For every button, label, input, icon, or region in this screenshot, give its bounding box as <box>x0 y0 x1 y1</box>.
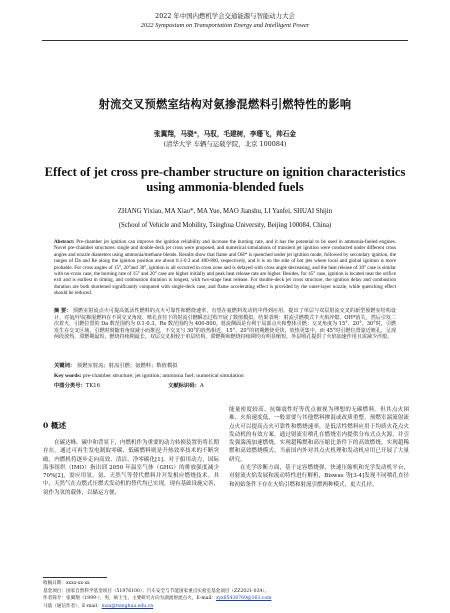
corresponding-email-link[interactable]: max@tsinghua.edu.cn <box>101 603 154 609</box>
affiliation-cn: (清华大学 车辆与运载学院，北京 100084) <box>163 140 287 148</box>
classification-line <box>54 383 396 390</box>
running-head <box>0 12 450 30</box>
section-heading-overview: 0 概述 <box>43 421 67 430</box>
running-head-en: 2022 Symposium on Transportation Energy and Intelligent Power <box>140 22 310 29</box>
footnote-fund: 基金项目：国家自然科学基金项目（51976100）；汽车安全与节能国家重点实验室基金项目（ZZ2021-034）。 <box>43 588 270 594</box>
keywords-cn-label: 关键词： <box>54 363 76 369</box>
body-paragraph: 能量密度较高、抗爆震性好等优点被视为理想的无碳燃料。但其点火困难、火焰速度低，一般需要与其他燃料掺混或改质重整。预燃室湍流射流点火可以提高点火可靠性和燃烧速率，是低活性燃料应用于均质火花点火发动机的有效方案。通过射流室喷孔在燃烧室内提供分布式点火源，并引发强湍流加速燃烧，实现超稀燃和高压缩比条件下的高效燃烧，实现超稀燃和高效燃烧模式。当前国内外对其点火机理和发动机应用已开展了大量研究。 <box>229 407 409 463</box>
body-paragraph: 在光学诊断方面，基于定容燃烧弹、快速压缩机和光学发动机平台，对射流火焰发展和流动特性进行解析，Biswas 等[3-4]发现不同喷孔直径和初始条件下存在火焰引燃和射流引燃两种模式，更大孔径、 <box>229 465 409 488</box>
header-rule <box>42 40 408 41</box>
abstract-en <box>54 239 396 297</box>
clc-label: 中图分类号： <box>54 383 86 389</box>
keywords-en-text: pre-chamber structure; jet ignition; ammonia fuel; numerical simulation <box>82 373 244 379</box>
keywords-en-label: Key words: <box>54 373 82 379</box>
keywords-cn-text: 预燃室射流；射流引燃；氨燃料；数值模拟 <box>76 363 178 369</box>
abstract-cn-text: 预燃室射流点火可提高低活性燃料的点火可靠性和燃烧速率，有望在氨燃料发动机中得到应用。提出了单层与双层射流交叉的新型预燃室结构设计，对氨/甲烷掺混燃料在不同交叉角度、喷孔直径下的射流引燃瞬态过程开展了数值模拟。结果表明：射流引燃模式下火焰淬熄、OH*消失，然后引发二次着火，引燃位置的 Da 数范围约为 0.1-0.3，Re 数范围约为 400-800。射流侧面是有利于局部点火和整体引燃；交叉角度为 15°、20°、30°时，引燃发生在交叉区域，引燃时刻随着角度减小而推迟，不交叉与 30°的放热相近，15°、20°的初期燃烧更快，放热更集中。而 45°时引燃位置靠近喷孔，呈现两段放热，滞燃期最短，燃烧持续期最长。双层交叉相较于单层结构，滞燃期和燃烧持续期均有明显缩短，外层喷孔提供了火焰加速作用且需减少淬熄。 <box>54 308 396 341</box>
doc-code-label: 文献标识码： <box>168 383 200 389</box>
title-cn: 射流交叉预燃室结构对氨掺混燃料引燃特性的影响 <box>98 97 352 111</box>
doc-code-value: A <box>199 383 204 389</box>
body-column-right <box>229 406 409 489</box>
authors-cn: 张翼翔，马骁*，马驭，毛建树，李珊飞，帅石金 <box>154 130 296 138</box>
abstract-en-label: Abstract: <box>54 239 75 245</box>
running-head-cn: 2022 年中国内燃机学会交通能源与智能动力大会 <box>155 12 295 20</box>
author-email-link[interactable]: zyx65438769@163.com <box>215 596 272 602</box>
footnote-corresponding-text: 马骁（通信作者），E-mail： <box>43 603 102 609</box>
clc-value: TK16 <box>85 383 101 389</box>
footnote-corresponding <box>43 603 409 611</box>
footnote-received: 收稿日期：xxxx-xx-xx <box>43 581 90 586</box>
body-paragraph: 在碳达峰、碳中和背景下，内燃机作为重要的动力转换装置仍将长期存在。通过可再生发电制取零碳、低碳燃料则是升热效率技术的不断突破，内燃机将逐步走向高效、清洁、净零碳化[1]。对于船用动力，国际海事组织（IMO）指出到 2050 年温室气体（GHG）的排放强度减少 70%[2]，需应用氢、氨、天然气等替代燃料并开发相应燃烧技术。其中，天然气在点燃式压燃式发动机的替代均已实现，现有基础设施完善，氨作为氢的载体，以储运方便、 <box>43 440 220 496</box>
abstract-en-text: Pre-chamber jet ignition can improve the ignition reliability and increase the burning rate, and it has the potential to be used in ammonia-fueled engines. Novel pre-chamber structures: single and double-deck jet cross were proposed, and numerical simulations of transient jet ignition were conducted under different cross angles and nozzle diameters using ammonia/methane blends. Results show that flame and OH* is quenched under jet ignition mode, followed by secondary ignition, the ranges of Da and Re along the ignition position are about 0.1-0.3 and 400-800, respectively, and it is on the side of hot jets where local and global ignition is more probable. For cross angles of 15°, 20°and 30°, ignition is all occurred in cross zone and is delayed with cross angle decreasing, and the heat release of 30° case is similar with no-cross case, the burning rate of 15° and 20° case are higher initially and peak heat release rate are higher. Besides, for 45° case, ignition is located near the orifice exit and is earliest in timing, and combustion duration is longest, with two-stage heat release. For double-deck jet cross structure, the ignition delay and combustion duration are both shortened significantly compared with single-deck case, and flame accelerating effect is provided by the outer-layer nozzle, while quenching effect should be reduced. <box>54 239 396 297</box>
authors-en: ZHANG Yixiao, MA Xiao*, MA Yue, MAO Jianshu, LI Yanfei, SHUAI Shijin <box>117 208 333 215</box>
abstract-cn-label: 摘 要： <box>54 308 72 314</box>
title-en: Effect of jet cross pre-chamber structure on ignition characteristics using ammonia-blended fuels <box>44 165 406 194</box>
footnotes <box>43 580 409 610</box>
footnote-author <box>43 595 409 603</box>
keywords-cn <box>54 363 396 370</box>
body-column-left <box>43 420 219 497</box>
affiliation-en: (School of Vehicle and Mobility, Tsinghua University, Beijing 100084, China) <box>118 222 332 229</box>
footnote-rule <box>43 577 107 578</box>
abstract-cn <box>54 308 396 341</box>
keywords-en <box>54 373 396 380</box>
footnote-author-text: 作者简介：张翼翔（1999-），男，硕士生，主要研究方向为湍流射流点火，E-mail： <box>43 596 216 602</box>
